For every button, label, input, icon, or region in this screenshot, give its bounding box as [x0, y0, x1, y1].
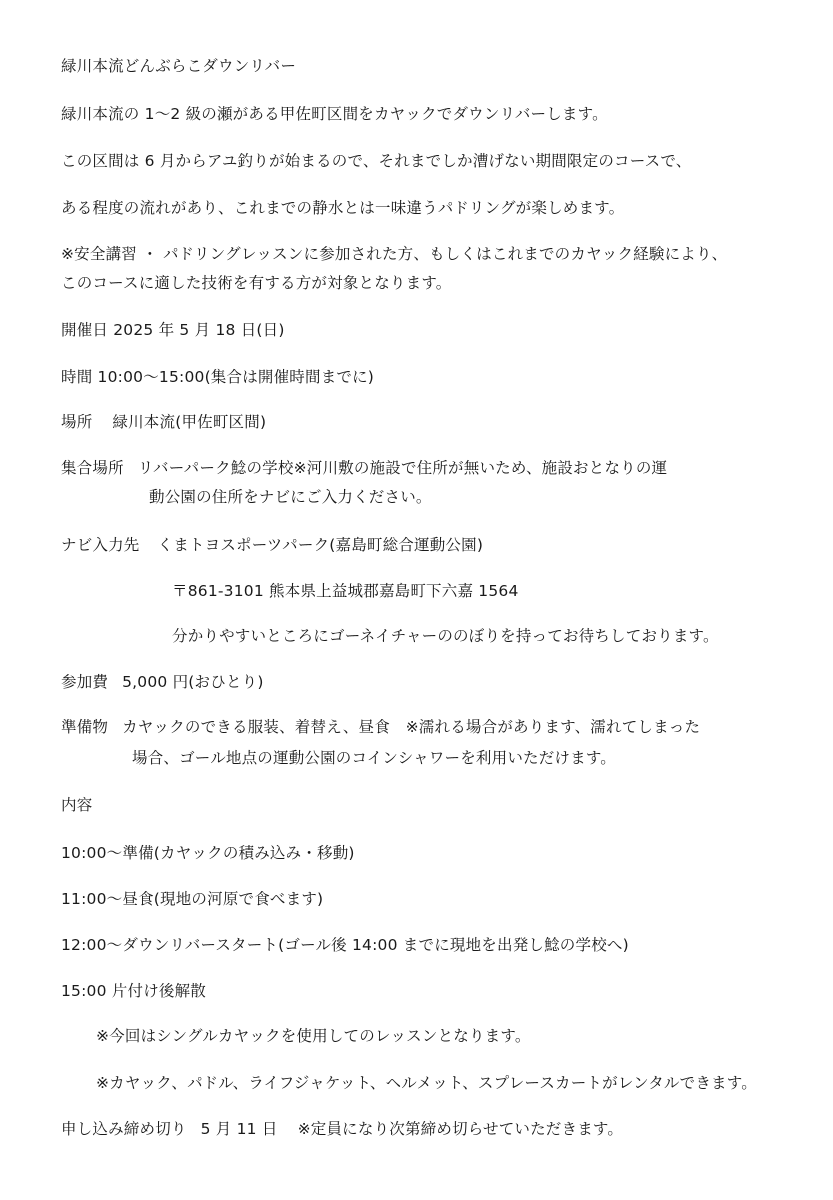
content-label: 内容 [61, 796, 93, 814]
items-line-2: 場合、ゴール地点の運動公園のコインシャワーを利用いただけます。 [132, 749, 616, 767]
navi-destination [61, 535, 483, 555]
intro-line-3: ある程度の流れがあり、これまでの静水とは一味違うパドリングが楽しめます。 [61, 199, 625, 217]
schedule-item-1: 10:00～準備(カヤックの積み込み・移動) [61, 844, 355, 862]
fee-label: 参加費 [61, 673, 109, 691]
schedule-item-2: 11:00～昼食(現地の河原で食べます) [61, 890, 324, 908]
place-label: 場所 [61, 413, 93, 431]
note-rental: ※カヤック、パドル、ライフジャケット、ヘルメット、スプレースカートがレンタルできます。 [96, 1074, 757, 1092]
event-date: 開催日 2025 年 5 月 18 日(日) [61, 321, 285, 339]
deadline [61, 1119, 623, 1139]
meeting-place [61, 458, 667, 478]
intro-line-1: 緑川本流の 1～2 級の瀬がある甲佐町区間をカヤックでダウンリバーします。 [61, 105, 608, 123]
fee-value: 5,000 円(おひとり) [122, 673, 264, 691]
schedule-item-3: 12:00～ダウンリバースタート(ゴール後 14:00 までに現地を出発し鯰の学校へ) [61, 936, 629, 954]
meeting-line-2: 動公園の住所をナビにご入力ください。 [149, 488, 432, 506]
requirement-line-1: ※安全講習 ・ パドリングレッスンに参加された方、もしくはこれまでのカヤック経験により、 [61, 245, 728, 263]
navi-value: くまトヨスポーツパーク(嘉島町総合運動公園) [157, 536, 484, 554]
navi-label: ナビ入力先 [61, 536, 140, 554]
document-title: 緑川本流どんぶらこダウンリバー [61, 57, 297, 75]
intro-line-2: この区間は 6 月からアユ釣りが始まるので、それまでしか漕げない期間限定のコースで、 [61, 152, 692, 170]
meeting-line-1: リバーパーク鯰の学校※河川敷の施設で住所が無いため、施設おとなりの運 [137, 459, 668, 477]
items-to-bring [61, 717, 700, 737]
deadline-note: ※定員になり次第締め切らせていただきます。 [297, 1120, 624, 1138]
items-label: 準備物 [61, 718, 109, 736]
place-value: 緑川本流(甲佐町区間) [112, 413, 267, 431]
deadline-label: 申し込み締め切り [61, 1120, 187, 1138]
meeting-label: 集合場所 [61, 459, 124, 477]
fee [61, 672, 264, 692]
requirement-line-2: このコースに適した技術を有する方が対象となります。 [61, 274, 452, 292]
event-place [61, 412, 266, 432]
items-line-1: カヤックのできる服装、着替え、昼食 ※濡れる場合があります、濡れてしまった [122, 718, 701, 736]
schedule-item-4: 15:00 片付け後解散 [61, 982, 206, 1000]
event-time: 時間 10:00～15:00(集合は開催時間までに) [61, 368, 375, 386]
deadline-date: 5 月 11 日 [200, 1120, 278, 1138]
note-single-kayak: ※今回はシングルカヤックを使用してのレッスンとなります。 [96, 1027, 531, 1045]
navi-note: 分かりやすいところにゴーネイチャーののぼりを持ってお待ちしております。 [172, 627, 719, 645]
navi-address: 〒861-3101 熊本県上益城郡嘉島町下六嘉 1564 [172, 582, 519, 600]
